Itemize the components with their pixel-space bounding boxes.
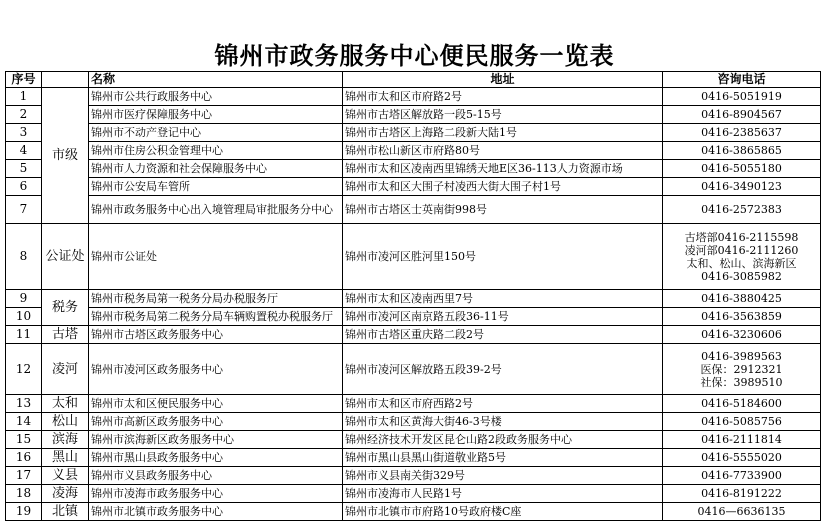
row-phone [663,395,821,413]
table-row [6,326,821,344]
row-phone [663,106,821,124]
row-category: 义县 [42,467,89,485]
row-number: 1 [6,88,42,106]
row-category: 凌河 [42,344,89,395]
header-no: 序号 [6,72,42,88]
row-number: 13 [6,395,42,413]
row-name: 锦州市义县政务服务中心 [89,467,343,485]
row-number: 9 [6,290,42,308]
table-row [6,106,821,124]
phone-line: 0416-8904567 [701,108,782,121]
row-phone [663,142,821,160]
table-row [6,344,821,395]
row-number: 14 [6,413,42,431]
phone-line: 0416-2572383 [701,203,782,216]
row-number: 17 [6,467,42,485]
phone-line: 0416-3085982 [701,269,782,283]
row-name: 锦州市凌河区政务服务中心 [89,344,343,395]
table-row [6,124,821,142]
row-name: 锦州市政务服务中心出入境管理局审批服务分中心 [89,196,343,224]
header-name: 名称 [89,72,343,88]
row-address: 锦州市凌河区解放路五段39-2号 [343,344,663,395]
phone-line: 0416-3490123 [701,180,782,193]
row-name: 锦州市凌海市政务服务中心 [89,485,343,503]
table-row [6,431,821,449]
row-address: 锦州市凌河区胜河里150号 [343,224,663,290]
row-category: 古塔 [42,326,89,344]
row-address: 锦州市凌河区南京路五段36-11号 [343,308,663,326]
row-name: 锦州市人力资源和社会保障服务中心 [89,160,343,178]
service-table [5,71,821,521]
row-category: 公证处 [42,224,89,290]
row-category: 松山 [42,413,89,431]
row-address: 锦州市凌海市人民路1号 [343,485,663,503]
row-number: 15 [6,431,42,449]
row-category: 北镇 [42,503,89,521]
row-number: 3 [6,124,42,142]
row-number: 18 [6,485,42,503]
table-row [6,196,821,224]
row-name: 锦州市公安局车管所 [89,178,343,196]
row-address: 锦州市义县南关街329号 [343,467,663,485]
table-row [6,224,821,290]
header-category [42,72,89,88]
row-address: 锦州市太和区黄海大街46-3号楼 [343,413,663,431]
row-phone [663,344,821,395]
row-name: 锦州市黑山县政务服务中心 [89,449,343,467]
row-address: 锦州市黑山县黑山街道敬业路5号 [343,449,663,467]
row-address: 锦州市古塔区重庆路二段2号 [343,326,663,344]
phone-line: 0416-8191222 [701,487,782,500]
row-address: 锦州市太和区市府西路2号 [343,395,663,413]
table-row [6,160,821,178]
row-address: 锦州经济技术开发区昆仑山路2段政务服务中心 [343,431,663,449]
row-number: 12 [6,344,42,395]
row-number: 6 [6,178,42,196]
table-row [6,485,821,503]
phone-line: 0416-5555020 [701,451,782,464]
row-phone [663,467,821,485]
row-phone [663,485,821,503]
row-name: 锦州市古塔区政务服务中心 [89,326,343,344]
row-address: 锦州市太和区凌南西里锦绣天地E区36-113人力资源市场 [343,160,663,178]
row-phone [663,449,821,467]
row-number: 4 [6,142,42,160]
table-row [6,467,821,485]
row-address: 锦州市古塔区上海路二段新大陆1号 [343,124,663,142]
page-title: 锦州市政务服务中心便民服务一览表 [214,41,615,70]
row-number: 19 [6,503,42,521]
phone-line: 太和、松山、滨海新区 [686,256,797,270]
row-name: 锦州市公共行政服务中心 [89,88,343,106]
row-category: 黑山 [42,449,89,467]
row-number: 7 [6,196,42,224]
row-phone [663,88,821,106]
table-row [6,449,821,467]
table-row [6,503,821,521]
row-number: 8 [6,224,42,290]
table-row [6,413,821,431]
table-header-row [6,72,821,88]
row-number: 5 [6,160,42,178]
phone-line: 0416-2111814 [701,433,782,446]
row-phone [663,326,821,344]
phone-line: 0416-5085756 [701,415,782,428]
row-address: 锦州市松山新区市府路80号 [343,142,663,160]
table-row [6,290,821,308]
row-address: 锦州市北镇市市府路10号政府楼C座 [343,503,663,521]
phone-line: 0416-3880425 [701,292,782,305]
row-name: 锦州市不动产登记中心 [89,124,343,142]
row-name: 锦州市高新区政务服务中心 [89,413,343,431]
table-row [6,395,821,413]
phone-line: 0416-3563859 [701,310,782,323]
row-phone [663,290,821,308]
phone-line: 0416-3865865 [701,144,782,157]
row-phone [663,160,821,178]
row-category: 太和 [42,395,89,413]
row-name: 锦州市税务局第一税务分局办税服务厅 [89,290,343,308]
row-address: 锦州市古塔区解放路一段5-15号 [343,106,663,124]
row-name: 锦州市滨海新区政务服务中心 [89,431,343,449]
row-phone [663,308,821,326]
row-name: 锦州市税务局第二税务分局车辆购置税办税服务厅 [89,308,343,326]
row-number: 10 [6,308,42,326]
header-address: 地址 [343,72,663,88]
row-category: 滨海 [42,431,89,449]
table-row [6,88,821,106]
row-address: 锦州市太和区凌南西里7号 [343,290,663,308]
row-name: 锦州市住房公积金管理中心 [89,142,343,160]
header-phone: 咨询电话 [663,72,821,88]
phone-line: 0416-5051919 [701,90,782,103]
row-name: 锦州市医疗保障服务中心 [89,106,343,124]
row-number: 2 [6,106,42,124]
row-phone [663,196,821,224]
row-phone [663,431,821,449]
row-address: 锦州市太和区大围子村凌西大街大围子村1号 [343,178,663,196]
phone-line: 0416-2385637 [701,126,782,139]
row-address: 锦州市太和区市府路2号 [343,88,663,106]
row-category: 市级 [42,88,89,224]
phone-line: 社保：3989510 [700,375,783,389]
row-address: 锦州市古塔区士英南街998号 [343,196,663,224]
row-category: 凌海 [42,485,89,503]
phone-line: 0416—6636135 [697,505,786,518]
phone-line: 0416-3989563 [701,349,782,363]
phone-line: 0416-5184600 [701,397,782,410]
table-body [6,88,821,521]
row-category: 税务 [42,290,89,326]
table-row [6,308,821,326]
row-number: 11 [6,326,42,344]
phone-line: 0416-5055180 [701,162,782,175]
phone-line: 凌河部0416-2111260 [684,243,799,257]
phone-line: 医保：2912321 [700,362,783,376]
row-phone [663,413,821,431]
table-row [6,142,821,160]
row-phone [663,503,821,521]
row-name: 锦州市北镇市政务服务中心 [89,503,343,521]
row-number: 16 [6,449,42,467]
row-phone [663,124,821,142]
row-name: 锦州市公证处 [89,224,343,290]
table-row [6,178,821,196]
phone-line: 0416-3230606 [701,328,782,341]
row-phone [663,224,821,290]
phone-line: 0416-7733900 [701,469,782,482]
row-phone [663,178,821,196]
row-name: 锦州市太和区便民服务中心 [89,395,343,413]
phone-line: 古塔部0416-2115598 [684,230,799,244]
